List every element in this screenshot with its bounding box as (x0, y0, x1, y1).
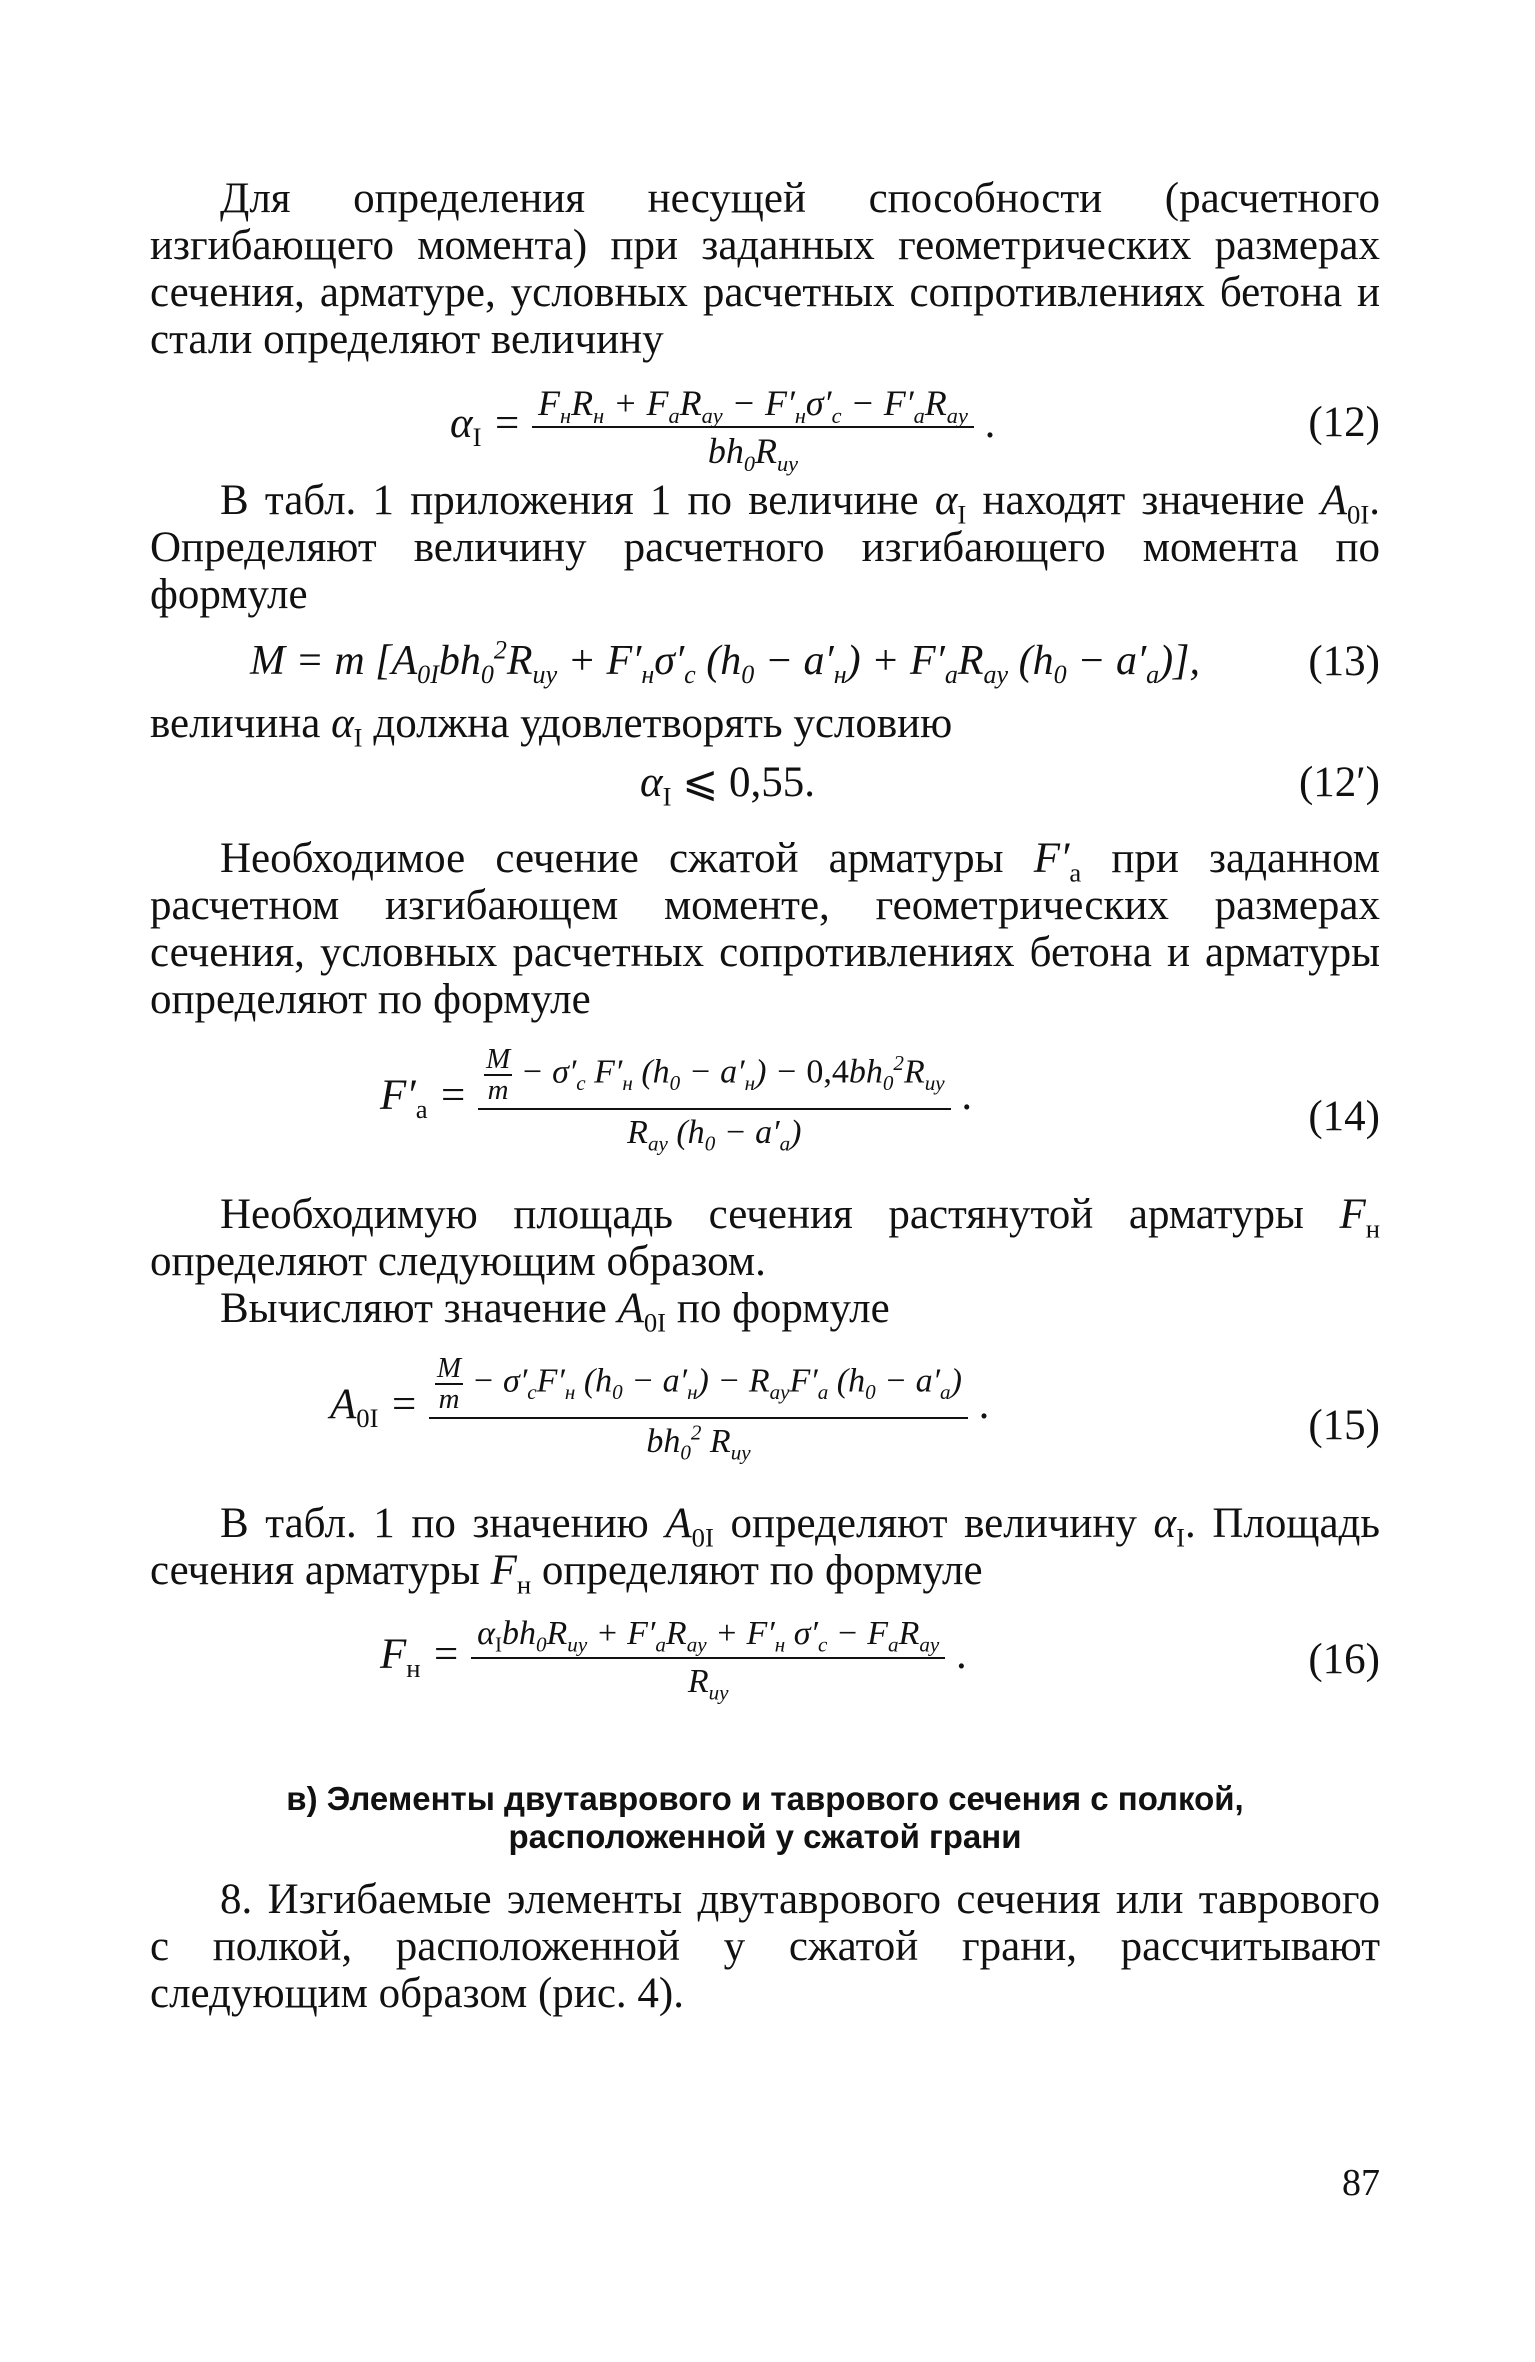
paragraph-4: Необходимое сечение сжатой арматуры $F'_a$ при заданном расчетном изгибающем моменте, геометрических размерах сечения, условных расчетных сопротивлениях бетона и арматуры определяют по формуле (150, 835, 1381, 1023)
page-content (150, 175, 1381, 2204)
equation-14 (150, 1041, 1380, 1191)
paragraph-4-part-a: Необходимое сечение сжатой арматуры (220, 835, 1004, 882)
paragraph-6-part-a: Вычисляют значение (220, 1285, 607, 1332)
paragraph-7: В табл. 1 по значению $A_{0I}$ определяют величину $\alpha_I$. Площадь сечения арматуры $F_н$ определяют по формуле (150, 1500, 1381, 1600)
paragraph-7-part-b: определяют величину (730, 1500, 1137, 1547)
paragraph-3-part-b: должна удовлетворять условию (373, 700, 953, 747)
inequality-formula: $\alpha_I$ ⩽ 0,55. (640, 759, 815, 812)
paragraph-7-part-c: . Площадь сечения арматуры (150, 1500, 1381, 1594)
paragraph-2: В табл. 1 приложения 1 по величине $\alpha_I$ находят значение $A_{0I}$. Определяют величину расчетного изгибающего момента по формуле (150, 477, 1380, 618)
paragraph-2-part-b: находят значение (982, 477, 1305, 524)
equation-12 (150, 377, 1380, 477)
paragraph-6: Вычисляют значение $A_{0I}$ по формуле (220, 1285, 890, 1338)
equation-13 (150, 630, 1380, 700)
inequality-value: 0,55. (729, 759, 815, 806)
equation-number-16: (16) (1308, 1636, 1380, 1683)
paragraph-7-part-a: В табл. 1 по значению (220, 1500, 649, 1547)
paragraph-7-part-d: определяют по формуле (541, 1547, 983, 1594)
paragraph-3: величина $\alpha_I$ должна удовлетворять условию (150, 700, 953, 753)
paragraph-1: Для определения несущей способности (расчетного изгибающего момента) при заданных геометрических размерах сечения, арматуре, условных расчетных сопротивлениях бетона и стали определяют величину (150, 175, 1380, 363)
equation-15 (150, 1350, 1380, 1500)
equation-number-12: (12) (1308, 399, 1380, 446)
equation-16 (150, 1610, 1380, 1710)
paragraph-5-part-b: определяют следующим образом. (150, 1238, 766, 1285)
paragraph-6-part-b: по формуле (676, 1285, 890, 1332)
equation-14-formula: $F'_a$ = $\frac{M}{m}$ − $\sigma'_c$ $F'_н$ $(h_0 - a'_н) - 0,4bh_0^2R_{иу}$ $R_{ay}$ $(h_0 - a'_a)$ . (380, 1043, 973, 1156)
equation-13-formula: M = m [$A_{0I}bh_0^2R_{иу} + F'_н\sigma'_c$ $(h_0 - a'_н) + F'_aR_{ay}$ $(h_0 - a'_a)$], (250, 635, 1200, 690)
equation-number-14: (14) (1308, 1093, 1380, 1140)
equation-12-formula: $\alpha_I$ = $\frac{F_нR_н + F_aR_{ay} - F'_н\sigma'_c - F'_aR_{ay}}{bh_0R_{иу}}$ . (450, 383, 996, 476)
equation-15-formula: $A_{0I}$ = $\frac{M}{m}$ − $\sigma'_cF'_н$ $(h_0 - a'_н) - R_{ay}F'_a$ $(h_0 - a'_a)$ $bh_0^2$ $R_{иу}$ . (330, 1352, 990, 1465)
paragraph-3-part-a: величина (150, 700, 321, 747)
paragraph-5-part-a: Необходимую площадь сечения растянутой арматуры (220, 1191, 1304, 1238)
section-heading: в) Элементы двутаврового и таврового сечения с полкой, расположенной у сжатой грани (286, 1780, 1244, 1855)
equation-16-formula: $F_н$ = $\frac{\alpha_Ibh_0R_{иу} + F'_aR_{ay} + F'_н \sigma'_c - F_aR_{ay}}{R_{иу}}$ . (380, 1615, 967, 1705)
paragraph-5: Необходимую площадь сечения растянутой арматуры $F_н$ определяют следующим образом. (150, 1191, 1381, 1285)
equation-number-13: (13) (1308, 638, 1380, 685)
paragraph-2-part-c: . Определяют величину расчетного изгибающего момента по формуле (150, 477, 1380, 618)
equation-12-prime (150, 755, 1380, 819)
page-number: 87 (1342, 2162, 1380, 2204)
equation-number-12-prime: (12′) (1298, 759, 1380, 806)
paragraph-8: 8. Изгибаемые элементы двутаврового сечения или таврового с полкой, расположенной у сжатой грани, рассчитывают следующим образом (рис. 4). (150, 1876, 1380, 2017)
paragraph-4-part-b: при заданном расчетном изгибающем моменте, геометрических размерах сечения, условных расчетных сопротивлениях бетона и арматуры определяют по формуле (150, 835, 1381, 1023)
equation-number-15: (15) (1308, 1402, 1380, 1449)
paragraph-2-part-a: В табл. 1 приложения 1 по величине (220, 477, 919, 524)
